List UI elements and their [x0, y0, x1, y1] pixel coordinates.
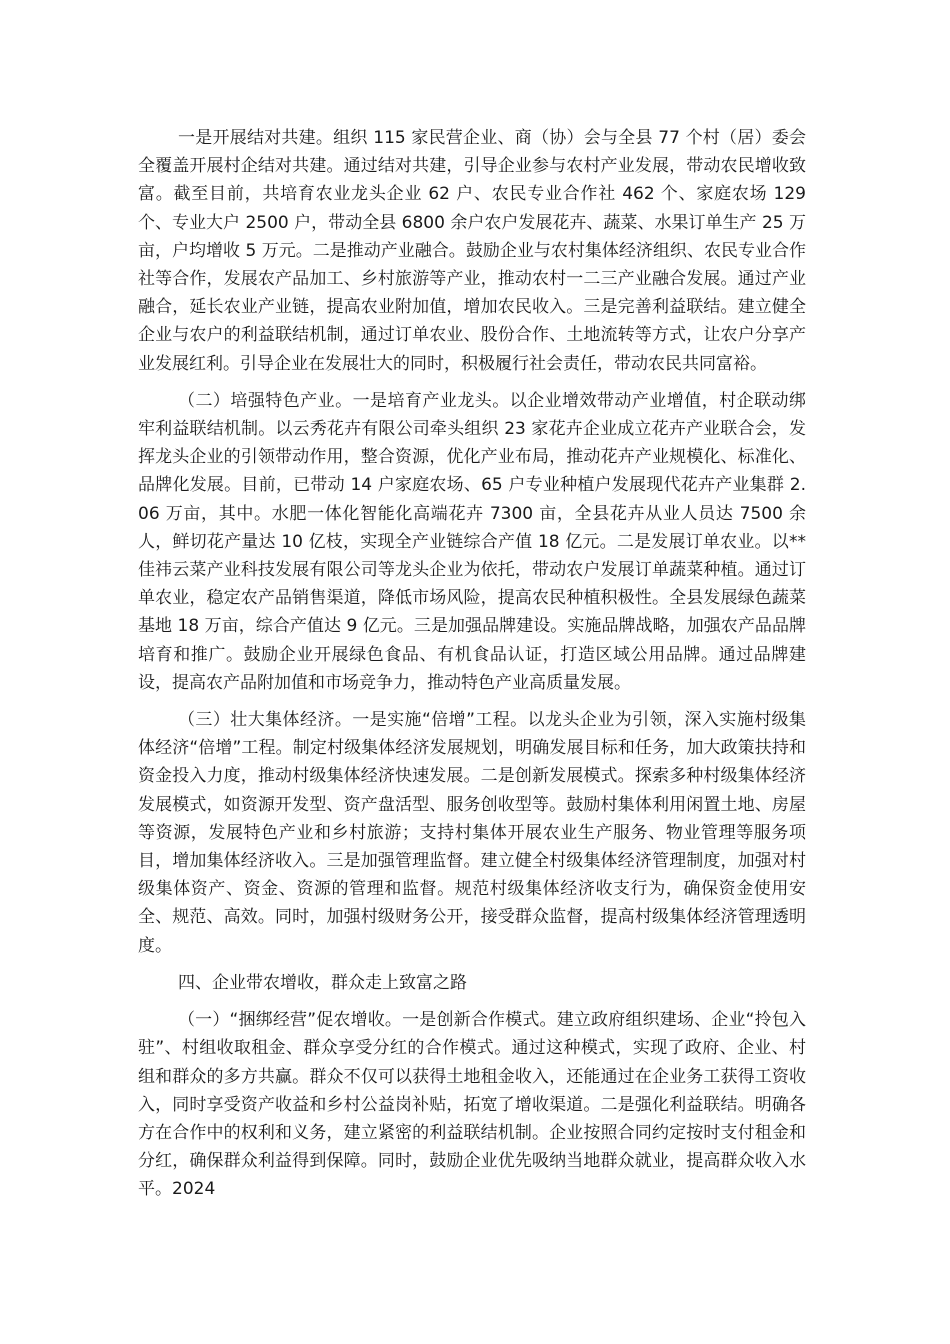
document-page — [138, 124, 806, 1213]
section-heading: 四、企业带农增收，群众走上致富之路 — [178, 972, 467, 993]
paragraph-bundled-operation: （一）“捆绑经营”促农增收。一是创新合作模式。建立政府组织建场、企业“拎包入驻”、村组收取租金、群众享受分红的合作模式。通过这种模式，实现了政府、企业、村组和群众的多方共赢。群众不仅可以获得土地租金收入，还能通过在企业务工获得工资收入，同时享受资产收益和乡村公益岗补贴，拓宽了增收渠道。二是强化利益联结。明确各方在合作中的权利和义务，建立紧密的利益联结机制。企业按照合同约定按时支付租金和分红，确保群众利益得到保障。同时，鼓励企业优先吸纳当地群众就业，提高群众收入水平。2024 — [138, 1010, 806, 1200]
paragraph-specialty-industry: （二）培强特色产业。一是培育产业龙头。以企业增效带动产业增值，村企联动绑牢利益联结机制。以云秀花卉有限公司牵头组织 23 家花卉企业成立花卉产业联合会，发挥龙头企业的引领带动作用，整合资源，优化产业布局，推动花卉产业规模化、标准化、品牌化发展。目前，已带动 14 户家庭农场、65 户专业种植户发展现代花卉产业集群 2.06 万亩，其中。水肥一体化智能化高端花卉 7300 亩，全县花卉从业人员达 7500 余人，鲜切花产量达 10 亿枝，实现全产业链综合产值 18 亿元。二是发展订单农业。以**佳祎云菜产业科技发展有限公司等龙头企业为依托，带动农户发展订单蔬菜种植。通过订单农业，稳定农产品销售渠道，降低市场风险，提高农民种植积极性。全县发展绿色蔬菜基地 18 万亩，综合产值达 9 亿元。三是加强品牌建设。实施品牌战略，加强农产品品牌培育和推广。鼓励企业开展绿色食品、有机食品认证，打造区域公用品牌。通过品牌建设，提高农产品附加值和市场竞争力，推动特色产业高质量发展。 — [138, 390, 806, 693]
paragraph-pairing-cooperation: 一是开展结对共建。组织 115 家民营企业、商（协）会与全县 77 个村（居）委会全覆盖开展村企结对共建。通过结对共建，引导企业参与农村产业发展，带动农民增收致富。截至目前，共培育农业龙头企业 62 户、农民专业合作社 462 个、家庭农场 129 个、专业大户 2500 户，带动全县 6800 余户农户发展花卉、蔬菜、水果订单生产 25 万亩，户均增收 5 万元。二是推动产业融合。鼓励企业与农村集体经济组织、农民专业合作社等合作，发展农产品加工、乡村旅游等产业，推动农村一二三产业融合发展。通过产业融合，延长农业产业链，提高农业附加值，增加农民收入。三是完善利益联结。建立健全企业与农户的利益联结机制，通过订单农业、股份合作、土地流转等方式，让农户分享产业发展红利。引导企业在发展壮大的同时，积极履行社会责任，带动农民共同富裕。 — [138, 128, 806, 374]
paragraph-collective-economy: （三）壮大集体经济。一是实施“倍增”工程。以龙头企业为引领，深入实施村级集体经济“倍增”工程。制定村级集体经济发展规划，明确发展目标和任务，加大政策扶持和资金投入力度，推动村级集体经济快速发展。二是创新发展模式。探索多种村级集体经济发展模式，如资源开发型、资产盘活型、服务创收型等。鼓励村集体利用闲置土地、房屋等资源，发展特色产业和乡村旅游；支持村集体开展农业生产服务、物业管理等服务项目，增加集体经济收入。三是加强管理监督。建立健全村级集体经济管理制度，加强对村级集体资产、资金、资源的管理和监督。规范村级集体经济收支行为，确保资金使用安全、规范、高效。同时，加强村级财务公开，接受群众监督，提高村级集体经济管理透明度。 — [138, 710, 806, 956]
